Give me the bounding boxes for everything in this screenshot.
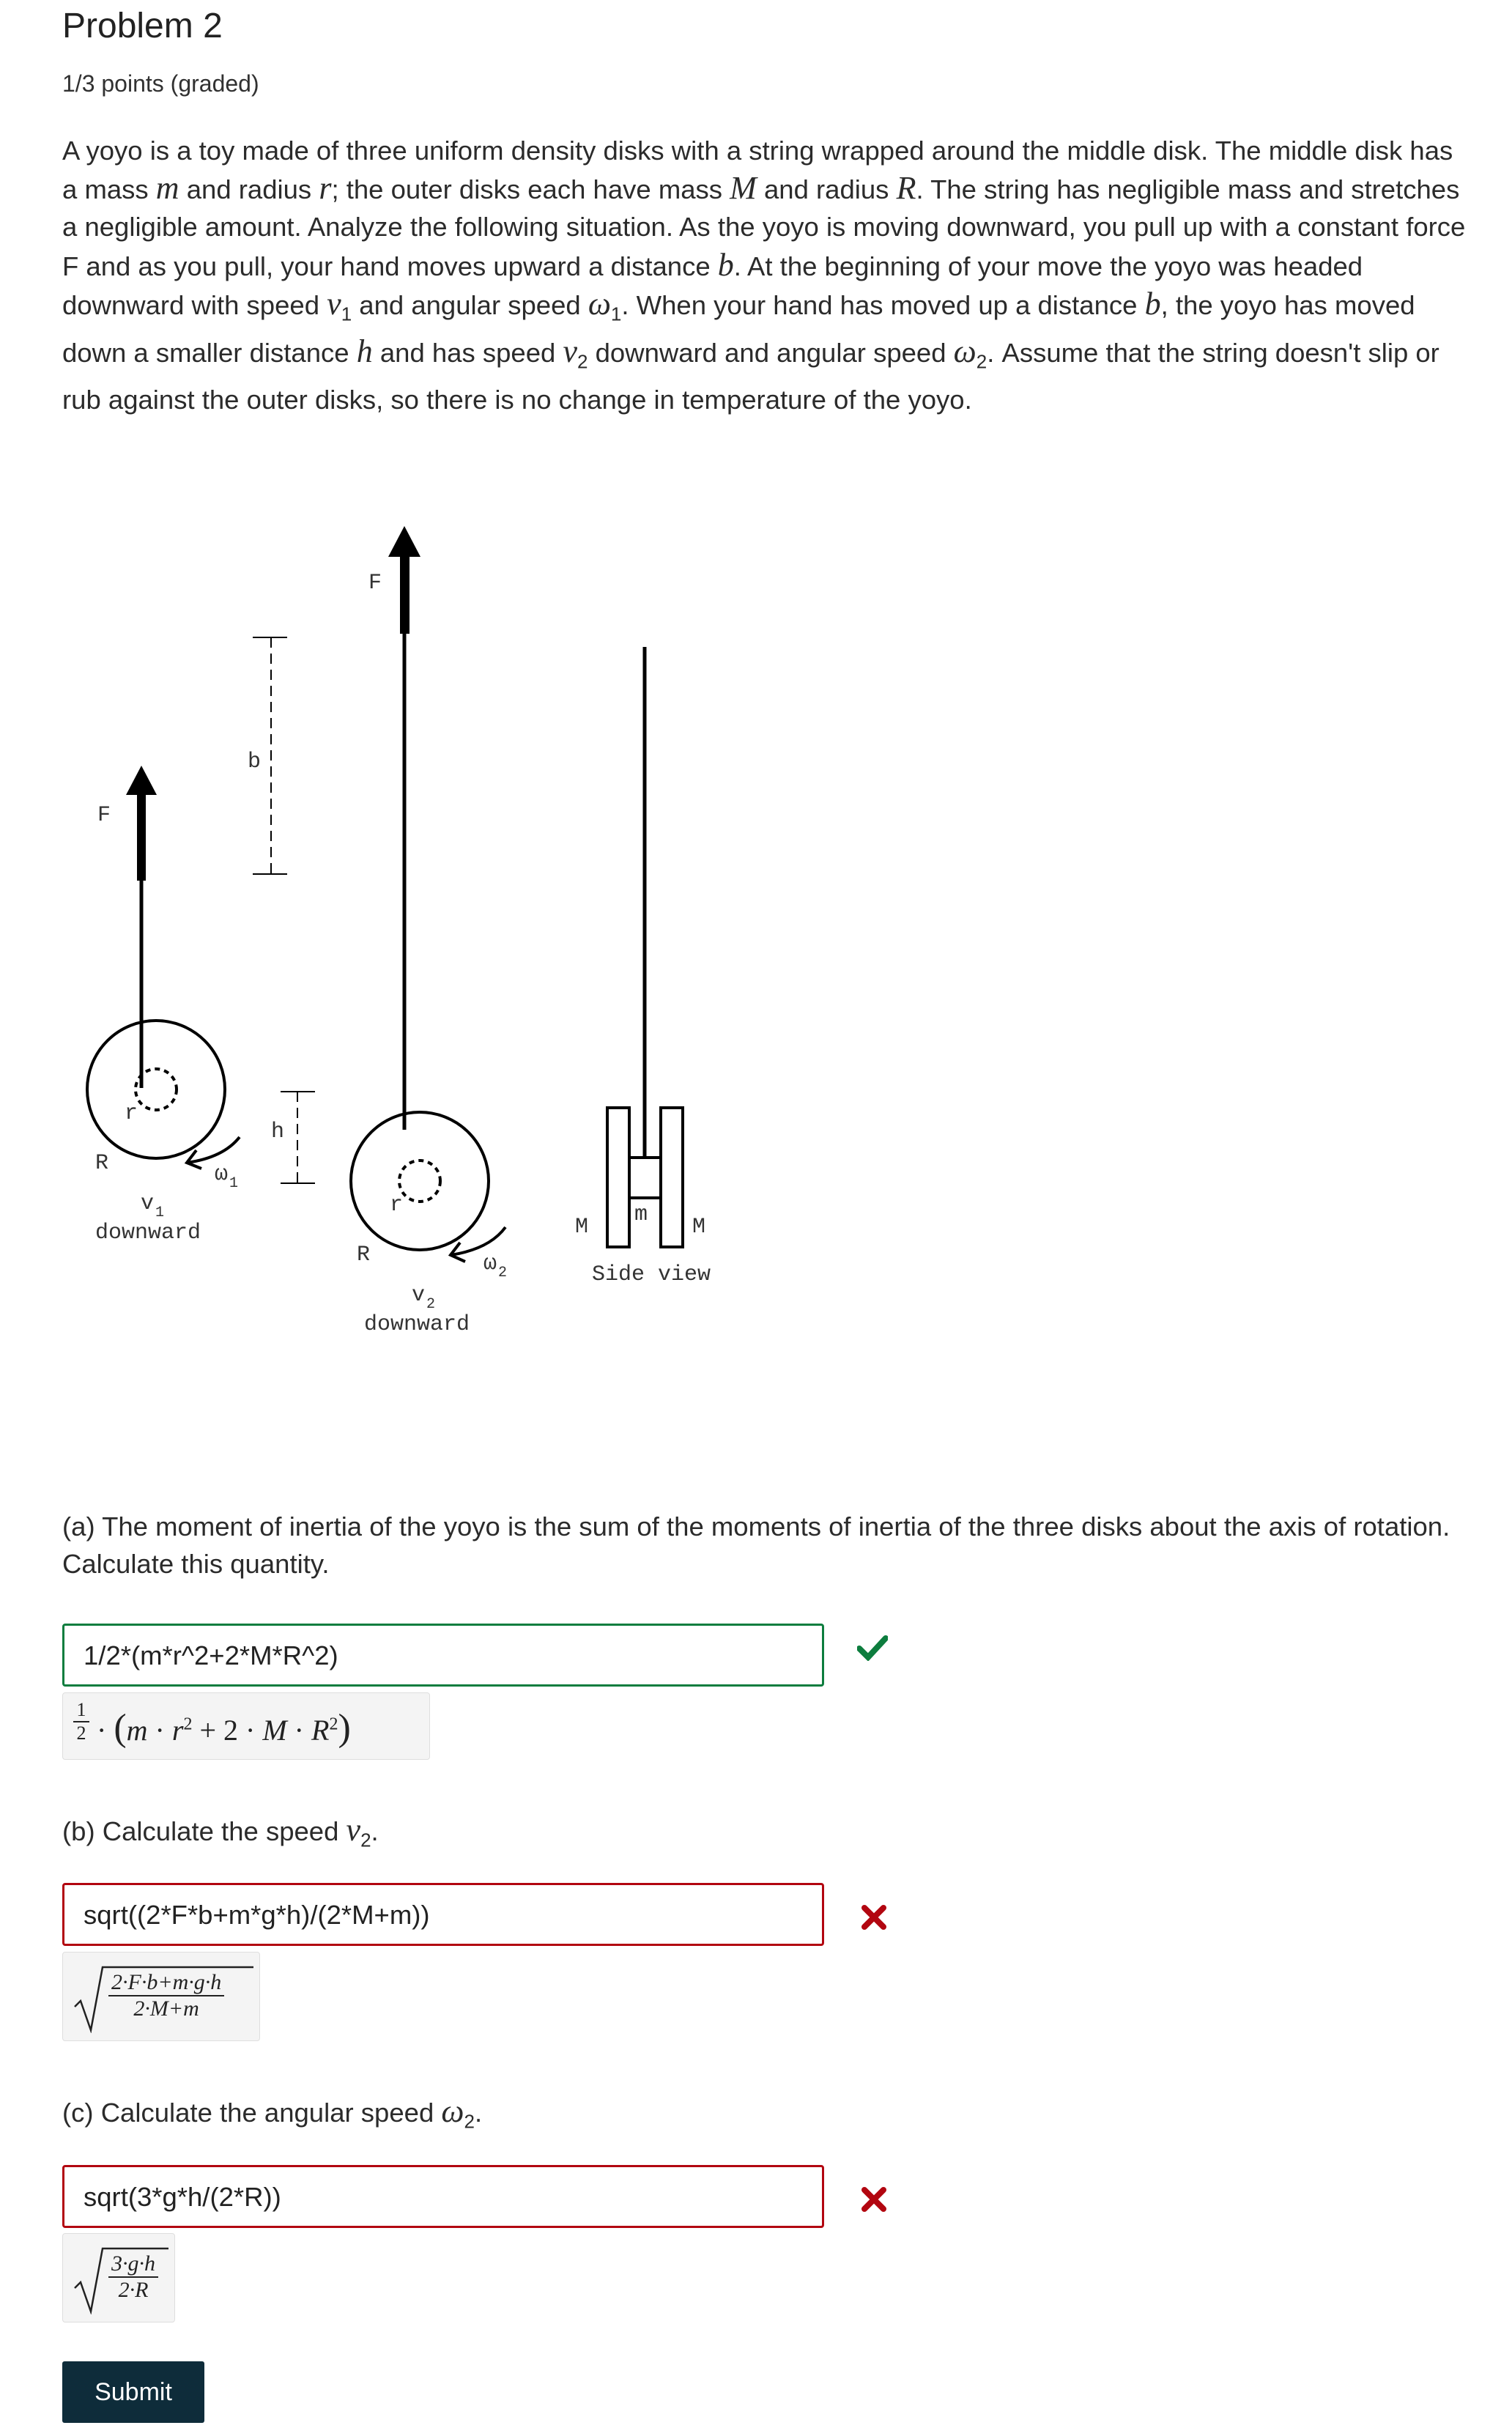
middle-R-label: R (357, 1243, 371, 1267)
middle-outer-disk (351, 1112, 489, 1250)
part-c-answer-input[interactable]: sqrt(3*g*h/(2*R)) (62, 2165, 824, 2228)
middle-r-label: r (390, 1193, 404, 1218)
svg-text:2: 2 (498, 1265, 508, 1281)
check-icon (857, 1632, 888, 1669)
side-M-right-label: M (692, 1215, 706, 1240)
middle-rotation-arrow (451, 1227, 505, 1255)
cross-icon (861, 1901, 886, 1938)
svg-text:2: 2 (426, 1296, 436, 1313)
side-view-label: Side view (592, 1262, 711, 1287)
v1-label: v (141, 1191, 155, 1216)
middle-force-arrow (400, 546, 410, 634)
yoyo-diagram (0, 513, 1512, 1377)
left-force-arrow (137, 784, 146, 881)
side-m-label: m (634, 1202, 648, 1227)
v2-label: v (412, 1283, 426, 1308)
left-outer-disk (87, 1021, 225, 1158)
left-rotation-arrow (187, 1137, 240, 1163)
submit-button[interactable]: Submit (62, 2361, 204, 2423)
middle-omega-label: ω (483, 1251, 497, 1276)
middle-force-arrowhead (388, 526, 420, 557)
problem-title: Problem 2 (62, 7, 223, 45)
part-b-question: (b) Calculate the speed $v_2$. (62, 1812, 379, 1851)
middle-F-label: F (368, 571, 382, 596)
left-inner-disk (136, 1069, 177, 1110)
part-a-question: (a) The moment of inertia of the yoyo is the sum of the moments of inertia of the three disks about the axis of rotation. Calculate this quantity. (62, 1511, 1450, 1579)
left-R-label: R (95, 1151, 109, 1176)
part-b-answer-input[interactable]: sqrt((2*F*b+m*g*h)/(2*M+m)) (62, 1883, 824, 1946)
side-M-left-label: M (575, 1215, 589, 1240)
left-F-label: F (97, 803, 111, 828)
part-c-question: (c) Calculate the angular speed $\omega_2$. (62, 2093, 483, 2133)
side-right-outer-disk (661, 1108, 683, 1247)
v1-downward-label: downward (95, 1221, 201, 1246)
svg-text:1: 1 (229, 1175, 239, 1192)
part-a-answer-input[interactable]: 1/2*(m*r^2+2*M*R^2) (62, 1624, 824, 1687)
part-b-preview: 2·F·b+m·g·h 2·M+m (62, 1952, 260, 2041)
side-middle-disk (629, 1158, 661, 1198)
left-force-arrowhead (126, 766, 157, 795)
part-a-preview: 1 2 · $(m \cdot r^2 + 2 \cdot M \cdot R^2)$ (62, 1692, 430, 1760)
b-label: b (248, 750, 262, 774)
v2-downward-label: downward (364, 1312, 470, 1337)
problem-description: A yoyo is a toy made of three uniform density disks with a string wrapped around the middle disk. The middle disk has a mass m and radius r; the outer disks each have mass M and radius R. The string has negligible mass and stretches a negligible amount. Analyze the following situation. As the yoyo is moving downward, you pull up with a constant force F and as you pull, your hand moves upward a distance b. At the beginning of your move the yoyo was headed downward with speed $v_1$ and angular speed $\omega_1$. When your hand has moved up a distance b, the yoyo has moved down a smaller distance h and has speed $v_2$ downward and angular speed $\omega_2$. Assume that the string doesn't slip or rub against the outer disks, so there is no change in temperature of the yoyo. (62, 136, 1466, 415)
left-omega-label: ω (215, 1162, 229, 1187)
side-left-outer-disk (607, 1108, 629, 1247)
points-status: 1/3 points (graded) (62, 70, 259, 97)
part-c-preview: 3·g·h 2·R (62, 2233, 175, 2322)
h-label: h (271, 1119, 285, 1144)
middle-inner-disk (399, 1161, 440, 1202)
left-r-label: r (125, 1101, 138, 1126)
svg-text:1: 1 (155, 1204, 165, 1221)
cross-icon (861, 2183, 886, 2220)
